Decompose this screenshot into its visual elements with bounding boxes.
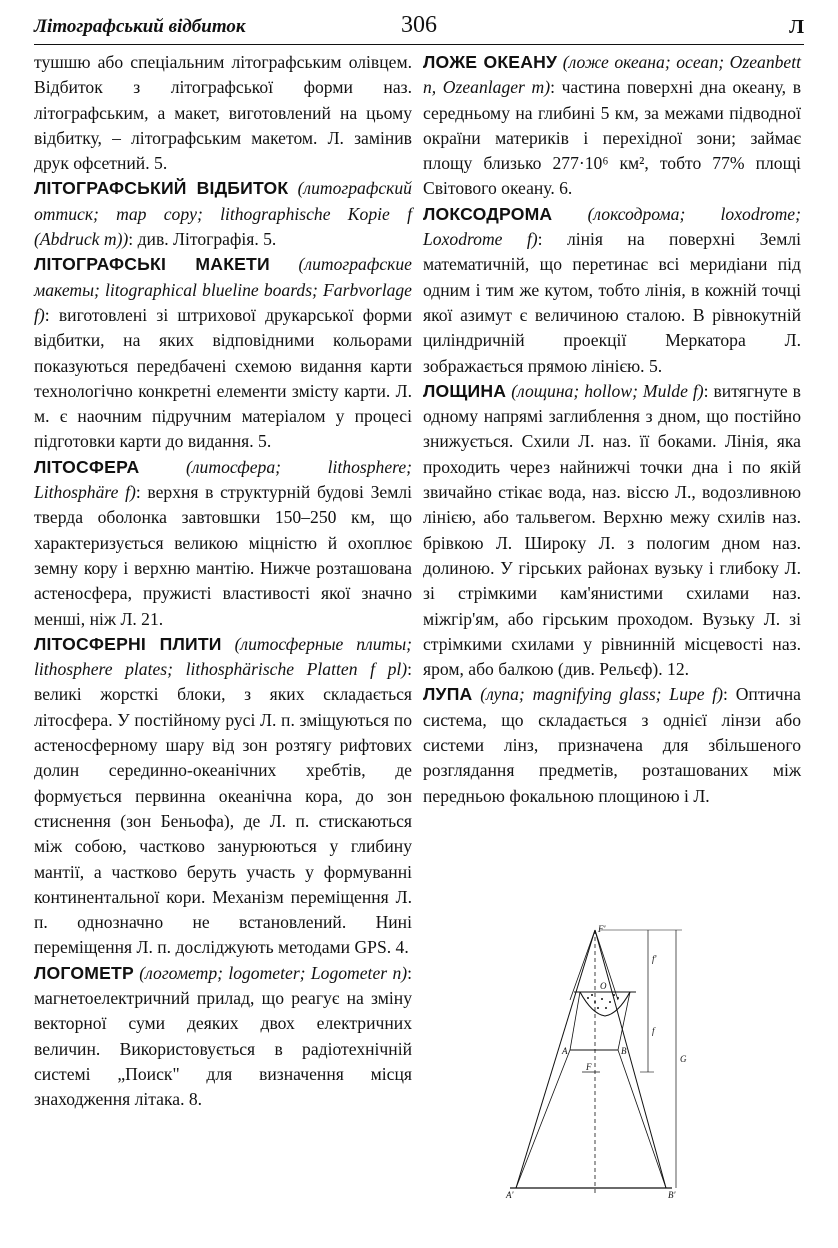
entry-body: : виготовлені зі штрихової друкарської форми відбитки, на яких відповідними кольорами показуються передбачені схемою видання карти технологічно конкретні елементи змісту карти. Л. м. є наочним підручним матеріалом у процесі підготовки карти до видання. 5.	[34, 304, 412, 452]
entry-term: ЛІТОГРАФСЬКИЙ ВІДБИТОК	[34, 178, 289, 199]
entry-term: ЛІТОСФЕРА	[34, 456, 140, 477]
label-f-prime: F'	[598, 924, 606, 934]
entry-body: : великі жорсткі блоки, з яких складається літосфера. У постійному русі Л. п. зміщуються по астеносферному шару від зон розтягу рифтових долин серединно-океанічних хребтів, де формується первинна океанічна кора, до зон стиснення (зон Беньофа), де Л. п. стискаються між собою, частково занурюються у глибину мантії, а частково беруть участь у формуванні континентальної кори. Механізм переміщення Л. п. однозначно не встановлений. Нині переміщення Л. п. досліджують методами GPS. 4.	[34, 659, 412, 958]
entry-hollow	[423, 379, 801, 683]
left-column	[34, 50, 412, 1112]
ray-right-outer	[595, 930, 666, 1188]
entry-logometer	[34, 961, 412, 1113]
label-f: F	[586, 1062, 592, 1072]
entry-body: : магнетоелектричний прилад, що реагує на зміну векторної суми деяких двох електричних величин. Використовується в радіотехнічній системі „Поиск" для визначення місця знаходження літака. 8.	[34, 962, 412, 1110]
entry-ocean-floor	[423, 50, 801, 202]
entry-equivalents: (лупа; magnifying glass; Lupe f)	[480, 684, 724, 705]
magnifier-diagram	[500, 922, 700, 1202]
entry-continuation	[34, 50, 412, 176]
entry-equivalents: (литосферные плиты; lithosphere plates; lithosphärische Platten f pl)	[34, 633, 412, 680]
entry-lithographic-print	[34, 176, 412, 252]
entry-term: ЛУПА	[423, 684, 473, 705]
entry-lithosphere	[34, 455, 412, 632]
entry-equivalents: (лощина; hollow; Mulde f)	[511, 380, 704, 401]
label-a: A	[562, 1046, 568, 1056]
entry-term: ЛОКСОДРОМА	[423, 203, 553, 224]
page-header	[34, 12, 804, 42]
entry-loxodrome	[423, 202, 801, 379]
ray-lens-a	[570, 992, 580, 1050]
ray-left-upper	[570, 930, 595, 1000]
right-column	[423, 50, 801, 809]
entry-equivalents: (литографские макеты; litographical blueline boards; Farbvorlage f)	[34, 254, 412, 325]
ray-b-image	[618, 1050, 666, 1188]
entry-magnifier	[423, 682, 801, 808]
entry-body: тушшю або спеціальним літографським олівцем. Відбиток з літографської форми наз. літографським, а макет, виготовлений на цьому відбитку, – літографським макетом. Л. замінив друк офсетний. 5.	[34, 52, 412, 174]
running-title: Літографський відбиток	[34, 16, 246, 37]
lens	[580, 992, 630, 1016]
ray-right-upper	[595, 930, 618, 1000]
entry-body: : лінія на поверхні Землі математичній, що перетинає всі меридіани під одним і тим же кутом, тобто лінія, в кожній точці якої азимут є величиною сталою. В рівнокутній циліндричній проекції Меркатора Л. зображається прямою лінією. 5.	[423, 229, 801, 376]
entry-equivalents: (локсодрома; loxodrome; Loxodrome f)	[423, 203, 801, 250]
entry-term: ЛІТОГРАФСЬКІ МАКЕТИ	[34, 254, 270, 275]
entry-lithospheric-plates	[34, 632, 412, 961]
entry-term: ЛОГОМЕТР	[34, 962, 134, 983]
label-o: O	[600, 981, 607, 991]
label-f-lower: f	[652, 1026, 655, 1036]
ray-a-image	[516, 1050, 570, 1188]
label-f-upper: f'	[652, 954, 657, 964]
entry-equivalents: (литографский оттиск; map copy; lithographische Kopie f (Abdruck m))	[34, 178, 412, 250]
entry-term: ЛОЖЕ ОКЕАНУ	[423, 52, 558, 72]
ray-left-outer	[516, 930, 595, 1188]
entry-term: ЛОЩИНА	[423, 380, 507, 401]
magnifier-diagram-svg	[500, 922, 700, 1202]
label-b-prime: B'	[668, 1190, 676, 1200]
entry-body: : частина поверхні дна океану, в середньому на глибині 5 км, за межами підводної окраїни материків і перехідної зони; займає площу близько 277·10⁶ км², тобто 77% площі Світового океану. 6.	[423, 77, 801, 199]
label-a-prime: A'	[506, 1190, 514, 1200]
entry-body: : див. Літографія. 5.	[128, 229, 277, 250]
entry-equivalents: (литосфера; lithosphere; Lithosphäre f)	[34, 456, 412, 503]
section-letter: Л	[789, 16, 804, 38]
entry-body: : витягнуте в одному напрямі заглиблення з дном, що постійно знижується. Схили Л. наз. її боками. Лінія, яка проходить через найнижчі точки дна і по якій звичайно стікає вода, наз. віссю Л., водозливною лінією, або тальвегом. Верхню межу схилів наз. брівкою Л. Широку Л. з пологим дном наз. долиною. У гірських районах вузьку і глибоку Л. зі стрімкими кам'янистими схилами наз. міжгір'ям, або гірським проходом. Вузьку Л. зі стрімкими схилами у рівнинній місцевості наз. яром, або балкою (див. Рельєф). 12.	[423, 380, 801, 680]
entry-equivalents: (ложе океана; ocean; Ozeanbett n, Ozeanlager m)	[423, 52, 801, 98]
page-number: 306	[401, 12, 437, 38]
entry-body: : Оптична система, що складається з однієї лінзи або системи лінз, призначена для збільшеного розглядання предметів, розташованих між передньою фокальною площиною і Л.	[423, 684, 801, 806]
entry-equivalents: (логометр; logometer; Logometer n)	[139, 962, 408, 983]
label-b: B	[621, 1046, 627, 1056]
entry-lithographic-layouts	[34, 252, 412, 454]
entry-body: : верхня в структурній будові Землі тверда оболонка завтовшки 150–250 км, що характеризується великою міцністю й охоплює земну кору і верхню мантію. Нижче розташована астеносфера, пружисті властивості якої значно менші, ніж Л. 21.	[34, 482, 412, 629]
entry-term: ЛІТОСФЕРНІ ПЛИТИ	[34, 633, 222, 654]
header-rule	[34, 44, 804, 45]
label-g: G	[680, 1054, 687, 1064]
